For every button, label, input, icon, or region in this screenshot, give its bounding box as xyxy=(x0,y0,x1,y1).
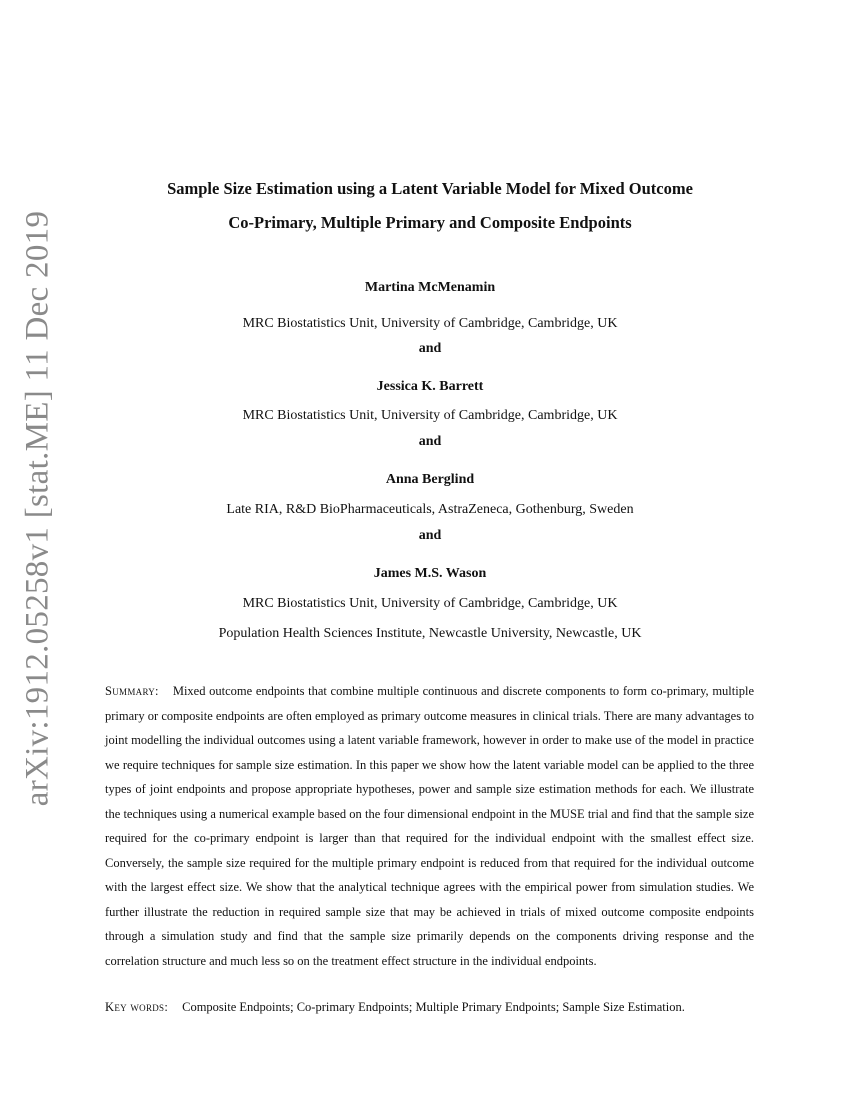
author-name: Martina McMenamin xyxy=(364,280,496,295)
summary-label: Summary: xyxy=(105,684,159,698)
arxiv-identifier-stamp xyxy=(18,210,58,806)
author-name: Anna Berglind xyxy=(385,472,475,487)
author-affiliation: Late RIA, R&D BioPharmaceuticals, AstraZeneca, Gothenburg, Sweden xyxy=(226,502,634,517)
author-name: James M.S. Wason xyxy=(373,566,487,581)
author-affiliation: Population Health Sciences Institute, Newcastle University, Newcastle, UK xyxy=(218,626,642,641)
abstract-summary xyxy=(105,679,754,973)
paper-title-line-1: Sample Size Estimation using a Latent Variable Model for Mixed Outcome xyxy=(167,179,693,198)
keywords-label: Key words: xyxy=(105,1000,169,1014)
keywords-block xyxy=(105,998,754,1016)
arxiv-identifier-text: arXiv:1912.05258v1 [stat.ME] 11 Dec 2019 xyxy=(19,210,56,806)
author-name: Jessica K. Barrett xyxy=(376,379,484,394)
keywords-text: Composite Endpoints; Co-primary Endpoints; Multiple Primary Endpoints; Sample Size Estimation. xyxy=(182,1000,685,1014)
summary-text: Mixed outcome endpoints that combine multiple continuous and discrete components to form co-primary, multiple primary or composite endpoints are often employed as primary outcome measures in clinical trials. There are many advantages to joint modelling the individual outcomes using a latent variable framework, however in order to make use of the model in practice we require techniques for sample size estimation. In this paper we show how the latent variable model can be applied to the three types of joint endpoints and propose appropriate hypotheses, power and sample size estimation methods for each. We illustrate the techniques using a numerical example based on the four dimensional endpoint in the MUSE trial and find that the sample size required for the co-primary endpoint is larger than that required for the individual endpoint with the smallest effect size. Conversely, the sample size required for the multiple primary endpoint is reduced from that required for the individual outcome with the largest effect size. We show that the analytical technique agrees with the empirical power from simulation studies. We further illustrate the reduction in required sample size that may be achieved in trials of mixed outcome composite endpoints through a simulation study and find that the sample size primarily depends on the components driving response and the correlation structure and much less so on the treatment effect structure in the individual endpoints. xyxy=(105,684,754,968)
author-separator: and xyxy=(418,434,442,449)
author-affiliation: MRC Biostatistics Unit, University of Cambridge, Cambridge, UK xyxy=(242,316,618,331)
author-separator: and xyxy=(418,341,442,356)
author-affiliation: MRC Biostatistics Unit, University of Cambridge, Cambridge, UK xyxy=(242,596,618,611)
author-affiliation: MRC Biostatistics Unit, University of Cambridge, Cambridge, UK xyxy=(242,408,618,423)
author-separator: and xyxy=(418,528,442,543)
paper-title-line-2: Co-Primary, Multiple Primary and Composite Endpoints xyxy=(228,213,632,232)
